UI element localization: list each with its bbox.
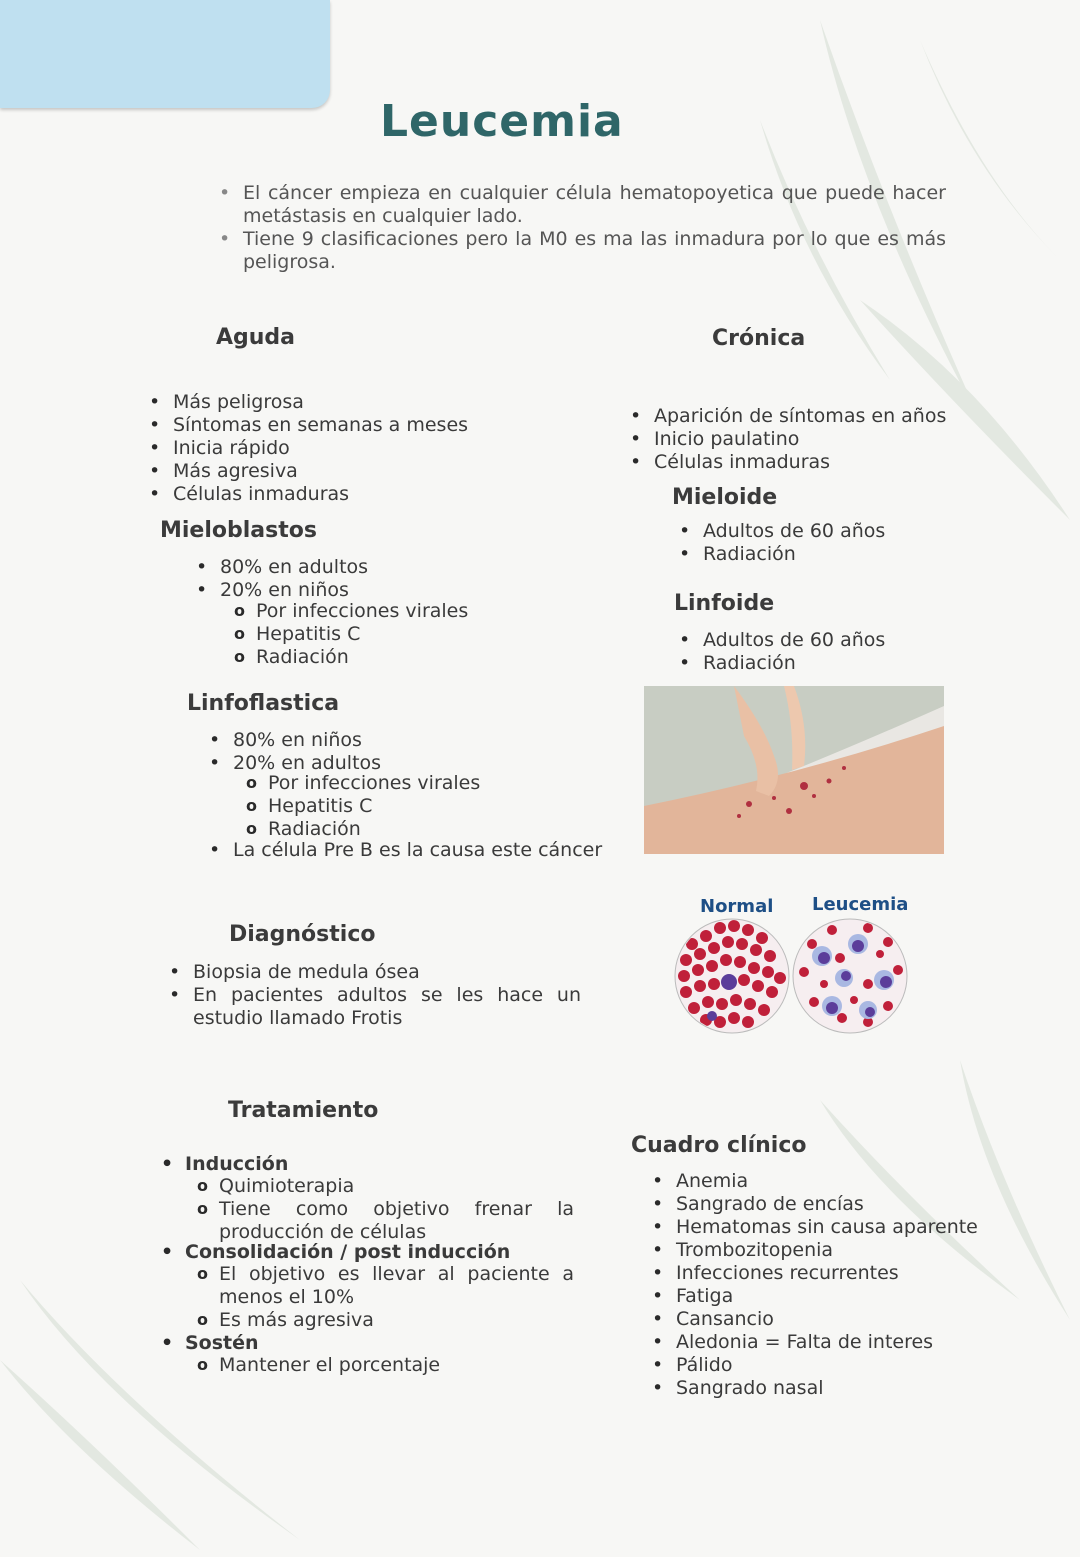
list-item: • En pacientes adultos se les hace un estudio llamado Frotis — [193, 984, 581, 1030]
list-item: • 20% en niños — [220, 579, 368, 602]
list-item: • Adultos de 60 años — [703, 629, 885, 652]
bruised-arm-photo — [644, 686, 944, 854]
list-item: • La célula Pre B es la causa este cáncer — [233, 839, 602, 862]
list-item: • Anemia — [676, 1170, 978, 1193]
list-item: • Trombozitopenia — [676, 1239, 978, 1262]
list-subitem: o Tiene como objetivo frenar la producción de células — [219, 1198, 574, 1244]
consolidacion-item: • Consolidación / post inducción — [185, 1241, 575, 1264]
list-item: • Más agresiva — [173, 460, 468, 483]
cronica-list — [654, 405, 946, 474]
list-item: • Fatiga — [676, 1285, 978, 1308]
linfoide-list — [703, 629, 885, 675]
mieloblastos-list — [220, 556, 368, 602]
list-subitem: o Hepatitis C — [268, 795, 480, 818]
mieloide-list — [703, 520, 885, 566]
tratamiento-heading: Tratamiento — [228, 1098, 379, 1123]
list-item: • Radiación — [703, 543, 885, 566]
leukemia-label: Leucemia — [812, 894, 909, 915]
list-item: • Hematomas sin causa aparente — [676, 1216, 978, 1239]
normal-label: Normal — [700, 896, 774, 917]
cronica-heading: Crónica — [712, 326, 806, 351]
linfoflastica-list — [233, 729, 381, 775]
list-item: • 20% en adultos — [233, 752, 381, 775]
sosten-list — [185, 1332, 259, 1355]
list-item: • Infecciones recurrentes — [676, 1262, 978, 1285]
list-item: • Radiación — [703, 652, 885, 675]
sosten-item: • Sostén — [185, 1332, 259, 1355]
list-item: • Inicio paulatino — [654, 428, 946, 451]
induccion-sublist — [219, 1175, 574, 1244]
mieloblastos-sublist — [256, 600, 468, 669]
list-item: • 80% en adultos — [220, 556, 368, 579]
list-item: • Cansancio — [676, 1308, 978, 1331]
list-item: • Inicia rápido — [173, 437, 468, 460]
diagnostico-list — [193, 961, 581, 1030]
intro-item: • Tiene 9 clasificaciones pero la M0 es ma las inmadura por lo que es más peligrosa. — [243, 228, 946, 274]
list-item: • Biopsia de medula ósea — [193, 961, 581, 984]
blood-cells-illustration — [672, 914, 912, 1038]
page-title: Leucemia — [380, 96, 624, 147]
list-subitem: o Radiación — [268, 818, 480, 841]
list-subitem: o Hepatitis C — [256, 623, 468, 646]
diagnostico-heading: Diagnóstico — [229, 922, 376, 947]
aguda-heading: Aguda — [216, 325, 296, 350]
list-item: • Más peligrosa — [173, 391, 468, 414]
list-subitem: o El objetivo es llevar al paciente a menos el 10% — [219, 1263, 574, 1309]
sosten-sublist — [219, 1354, 440, 1377]
linfoide-heading: Linfoide — [674, 591, 775, 616]
list-subitem: o Es más agresiva — [219, 1309, 574, 1332]
list-subitem: o Quimioterapia — [219, 1175, 574, 1198]
induccion-item: • Inducción — [185, 1153, 575, 1176]
mieloide-heading: Mieloide — [672, 485, 778, 510]
cuadro-list — [676, 1170, 978, 1400]
consolidacion-list — [185, 1241, 575, 1264]
leaf-decoration-top — [560, 0, 1080, 700]
list-item: • Aledonia = Falta de interes — [676, 1331, 978, 1354]
intro-item: • El cáncer empieza en cualquier célula hematopoyetica que puede hacer metástasis en cualquier lado. — [243, 182, 946, 228]
tratamiento-list — [185, 1153, 575, 1176]
mieloblastos-heading: Mieloblastos — [160, 518, 317, 543]
list-item: • Células inmaduras — [654, 451, 946, 474]
list-item: • Sangrado de encías — [676, 1193, 978, 1216]
arm-illustration — [644, 686, 944, 854]
list-item: • Células inmaduras — [173, 483, 468, 506]
list-item: • Adultos de 60 años — [703, 520, 885, 543]
aguda-list — [173, 391, 468, 506]
list-subitem: o Por infecciones virales — [268, 772, 480, 795]
list-subitem: o Radiación — [256, 646, 468, 669]
list-item: • 80% en niños — [233, 729, 381, 752]
list-item: • Síntomas en semanas a meses — [173, 414, 468, 437]
cuadro-heading: Cuadro clínico — [631, 1133, 807, 1158]
list-item: • Pálido — [676, 1354, 978, 1377]
list-item: • Sangrado nasal — [676, 1377, 978, 1400]
list-item: • Aparición de síntomas en años — [654, 405, 946, 428]
header-tab — [0, 0, 330, 108]
consolidacion-sublist — [219, 1263, 574, 1332]
list-subitem: o Mantener el porcentaje — [219, 1354, 440, 1377]
linfoflastica-sublist — [268, 772, 480, 841]
intro-list — [243, 182, 946, 274]
list-subitem: o Por infecciones virales — [256, 600, 468, 623]
linfoflastica-heading: Linfoflastica — [187, 691, 340, 716]
linfoflastica-note — [233, 839, 602, 862]
